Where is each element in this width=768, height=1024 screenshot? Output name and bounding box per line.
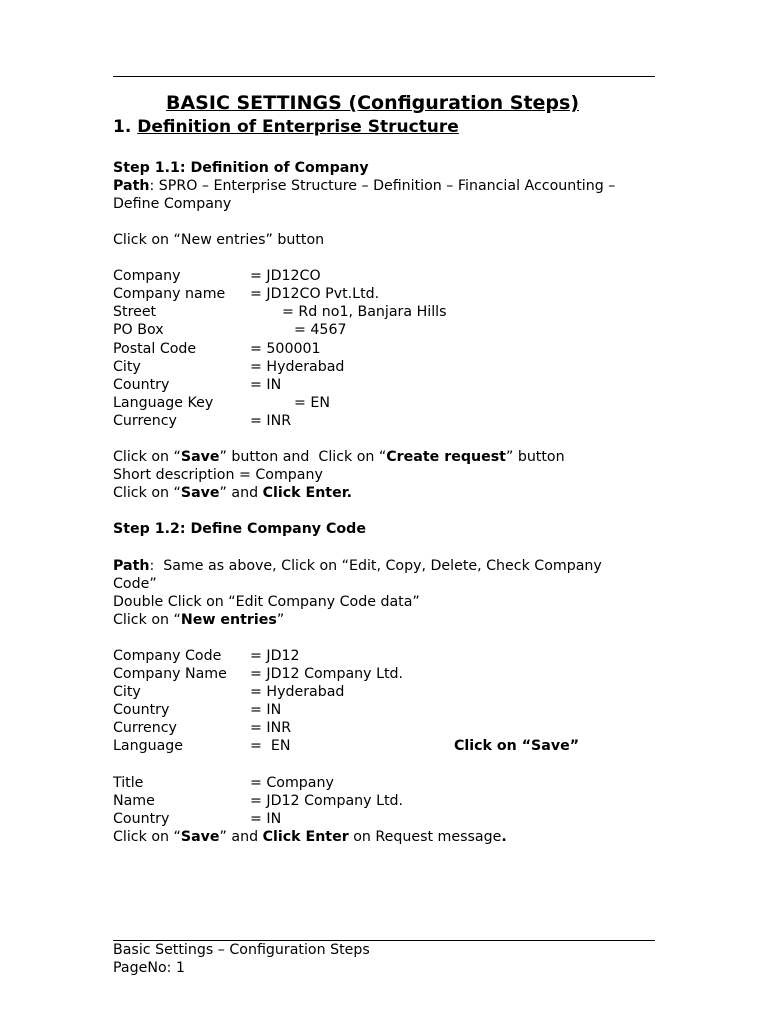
- click-enter-keyword: Click Enter.: [262, 485, 353, 501]
- field-value: = JD12CO: [250, 268, 321, 284]
- text-segment: ” button and Click on “: [219, 449, 387, 465]
- field-label: Company Code: [113, 648, 222, 664]
- step-1-2-path-continued: Code”: [113, 576, 157, 592]
- po-box-field-row: [113, 321, 347, 339]
- field-label: Language: [113, 738, 184, 754]
- city-field-row: [113, 683, 345, 701]
- company-name-field-row: [113, 665, 404, 683]
- section-heading: [113, 117, 459, 137]
- field-label: City: [113, 684, 141, 700]
- name-field-row: [113, 792, 404, 810]
- field-value: = EN: [294, 395, 330, 411]
- text-segment: ” and: [219, 829, 263, 845]
- currency-field-row: [113, 719, 292, 737]
- field-value: = EN: [250, 738, 291, 754]
- field-label: Currency: [113, 413, 177, 429]
- country-field-row: [113, 376, 282, 394]
- field-value: = Hyderabad: [250, 359, 345, 375]
- field-label: PO Box: [113, 322, 164, 338]
- text-segment: Click on “: [113, 612, 181, 628]
- final-instruction-line: [113, 828, 507, 846]
- field-label: Company name: [113, 286, 226, 302]
- step-1-2-heading: Step 1.2: Define Company Code: [113, 521, 366, 537]
- text-segment: ” button: [505, 449, 565, 465]
- save-keyword: Save: [180, 829, 220, 845]
- field-value: = IN: [250, 377, 282, 393]
- field-value: = IN: [250, 702, 282, 718]
- field-value: = JD12: [250, 648, 300, 664]
- title-field-row: [113, 774, 334, 792]
- field-label: Company: [113, 268, 181, 284]
- text-segment: ” and: [219, 485, 263, 501]
- document-title: BASIC SETTINGS (Configuration Steps): [166, 92, 580, 114]
- text-segment: ”: [276, 612, 285, 628]
- step-1-2-path-line: [113, 557, 602, 575]
- company-code-field-row: [113, 647, 300, 665]
- page-number: PageNo: 1: [113, 960, 185, 976]
- company-field-row: [113, 267, 321, 285]
- path-text: : SPRO – Enterprise Structure – Definition – Financial Accounting –: [149, 178, 616, 194]
- click-new-entries-line: Click on “New entries” button: [113, 232, 325, 248]
- text-segment: Click on “: [113, 829, 181, 845]
- field-label: City: [113, 359, 141, 375]
- field-label: Title: [113, 775, 144, 791]
- section-title: Definition of Enterprise Structure: [137, 117, 459, 137]
- field-label: Country: [113, 702, 170, 718]
- field-label: Name: [113, 793, 155, 809]
- footer-title: Basic Settings – Configuration Steps: [113, 942, 370, 958]
- section-number: 1.: [113, 117, 132, 137]
- click-enter-keyword: Click Enter: [262, 829, 349, 845]
- text-segment: Click on “: [113, 485, 181, 501]
- click-save-note: Click on “Save”: [454, 738, 580, 754]
- step-1-1-heading: Step 1.1: Definition of Company: [113, 160, 369, 176]
- field-value: = JD12 Company Ltd.: [250, 666, 404, 682]
- create-request-keyword: Create request: [386, 449, 506, 465]
- save-enter-line: [113, 484, 352, 502]
- language-field-row: [113, 737, 580, 755]
- short-description-line: Short description = Company: [113, 467, 323, 483]
- street-field-row: [113, 303, 447, 321]
- text-segment: on Request message: [348, 829, 502, 845]
- save-keyword: Save: [180, 485, 220, 501]
- field-value: = Hyderabad: [250, 684, 345, 700]
- postal-code-field-row: [113, 340, 321, 358]
- text-segment: Click on “: [113, 449, 181, 465]
- new-entries-keyword: New entries: [180, 612, 277, 628]
- field-value: = JD12CO Pvt.Ltd.: [250, 286, 380, 302]
- field-label: Currency: [113, 720, 177, 736]
- field-value: = JD12 Company Ltd.: [250, 793, 404, 809]
- city-field-row: [113, 358, 345, 376]
- language-key-field-row: [113, 394, 330, 412]
- currency-field-row: [113, 412, 292, 430]
- country-request-field-row: [113, 810, 282, 828]
- field-label: Street: [113, 304, 157, 320]
- field-label: Language Key: [113, 395, 214, 411]
- field-value: = 500001: [250, 341, 321, 357]
- field-label: Postal Code: [113, 341, 197, 357]
- company-name-field-row: [113, 285, 380, 303]
- new-entries-line: [113, 611, 284, 629]
- save-keyword: Save: [180, 449, 220, 465]
- field-label: Country: [113, 811, 170, 827]
- field-value: = Company: [250, 775, 334, 791]
- step-1-1-path-continued: Define Company: [113, 196, 232, 212]
- field-value: = Rd no1, Banjara Hills: [282, 304, 447, 320]
- double-click-line: Double Click on “Edit Company Code data”: [113, 594, 420, 610]
- field-value: = INR: [250, 413, 292, 429]
- field-label: Company Name: [113, 666, 227, 682]
- path-text: : Same as above, Click on “Edit, Copy, Delete, Check Company: [149, 558, 602, 574]
- save-create-request-line: [113, 448, 565, 466]
- field-label: Country: [113, 377, 170, 393]
- path-label: Path: [113, 558, 150, 574]
- field-value: = IN: [250, 811, 282, 827]
- text-segment: .: [501, 829, 507, 845]
- field-value: = 4567: [294, 322, 347, 338]
- top-rule: [113, 76, 655, 77]
- country-field-row: [113, 701, 282, 719]
- field-value: = INR: [250, 720, 292, 736]
- step-1-1-path-line: [113, 177, 615, 195]
- path-label: Path: [113, 178, 150, 194]
